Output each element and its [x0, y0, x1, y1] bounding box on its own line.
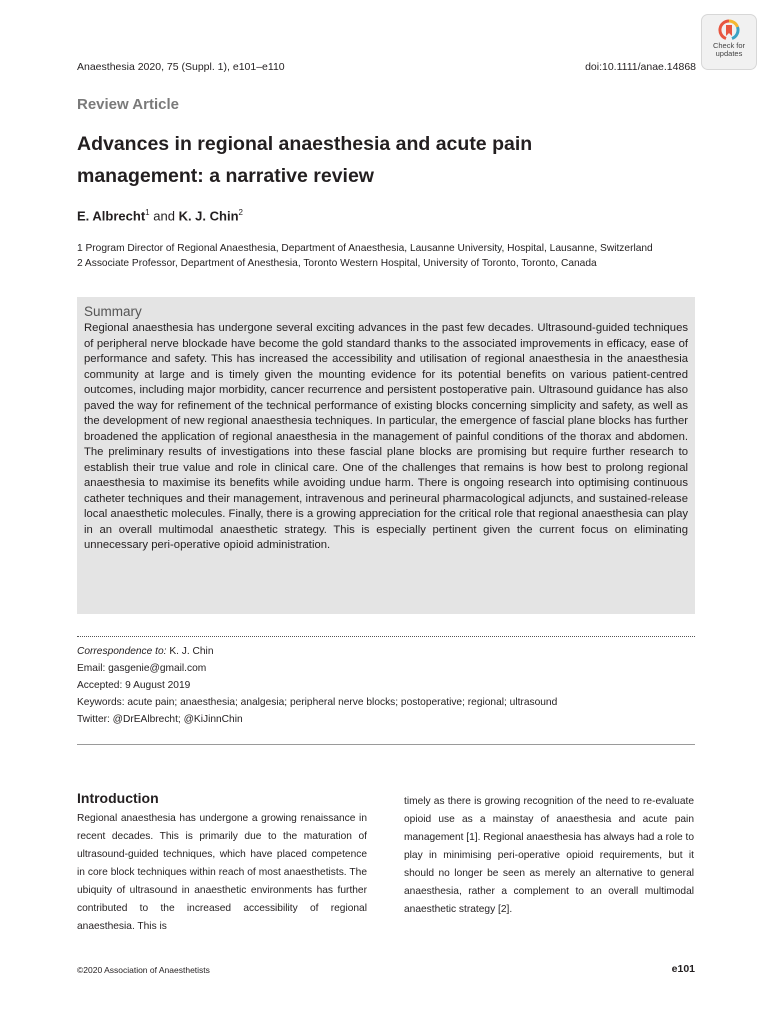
section-divider	[77, 744, 695, 745]
introduction-heading: Introduction	[77, 790, 159, 806]
doi-link[interactable]: doi:10.1111/anae.14868	[585, 61, 696, 73]
correspondence-line	[77, 643, 557, 660]
body-column-left: Regional anaesthesia has undergone a growing renaissance in recent decades. This is primarily due to the maturation of ultrasound-guided techniques, which have placed competence in core block techniques within reach of most anaesthetists. The ubiquity of ultrasound in anaesthetic environments has further contributed to the increased accessibility of regional anaesthesia. This is	[77, 813, 367, 932]
twitter-line[interactable]: Twitter: @DrEAlbrecht; @KiJinnChin	[77, 714, 243, 725]
affiliation-item: 1 Program Director of Regional Anaesthesia, Department of Anaesthesia, Lausanne University, Hospital, Lausanne, Switzerland	[77, 243, 653, 254]
correspondence-label: Correspondence to:	[77, 646, 167, 657]
article-metadata	[77, 643, 557, 728]
running-head: Anaesthesia 2020, 75 (Suppl. 1), e101–e110	[77, 61, 285, 73]
page-number: e101	[671, 963, 695, 975]
article-title: Advances in regional anaesthesia and acute pain management: a narrative review	[77, 133, 533, 187]
author-name[interactable]: E. Albrecht	[77, 208, 146, 224]
author-name[interactable]: K. J. Chin	[178, 208, 239, 224]
author-affiliation-marker: 1	[145, 208, 150, 217]
bookmark-ring-icon	[718, 19, 740, 41]
author-list	[77, 208, 243, 223]
summary-text: Regional anaesthesia has undergone several exciting advances in the past few decades. Ultrasound-guided techniques of peripheral nerve blockade have become the gold standard thanks to the associated improvements in efficacy, ease of performance and safety. This has increased the accessibility and utilisation of regional anaesthesia in the anaesthesia community at large and is timely given the mounting evidence for its potential benefits on various patient-centred outcomes, including major morbidity, cancer recurrence and persistent postoperative pain. Ultrasound guidance has also paved the way for refinement of the technical performance of existing blocks concerning simplicity and safety, as well as the development of new regional anaesthesia techniques. In particular, the emergence of fascial plane blocks has further broadened the application of regional anaesthesia in the management of painful conditions of the thorax and abdomen. The preliminary results of investigations into these fascial plane blocks are promising but require further research to establish their true value and role in clinical care. One of the challenges that remains is how best to prolong regional anaesthesia to maximise its benefits while avoiding undue harm. There is ongoing research into optimising continuous catheter techniques and their management, intravenous and perineural pharmacological adjuncts, and sustained-release local anaesthetic molecules. Finally, there is a growing appreciation for the critical role that regional anaesthesia can play in an overall multimodal anaesthetic strategy. This is especially pertinent given the current focus on eliminating unnecessary peri-operative opioid administration.	[84, 322, 688, 551]
dotted-divider	[77, 636, 695, 637]
badge-label: Check for updates	[712, 41, 746, 58]
affiliation-item: 2 Associate Professor, Department of Anesthesia, Toronto Western Hospital, University of Toronto, Toronto, Canada	[77, 258, 597, 269]
correspondence-value: K. J. Chin	[169, 646, 214, 657]
accepted-line: Accepted: 9 August 2019	[77, 680, 191, 691]
keywords-line: Keywords: acute pain; anaesthesia; analgesia; peripheral nerve blocks; postoperative; regional; ultrasound	[77, 697, 558, 708]
article-type: Review Article	[77, 96, 179, 113]
affiliations	[77, 241, 687, 271]
footer-copyright: ©2020 Association of Anaesthetists	[77, 965, 210, 975]
summary-heading: Summary	[84, 304, 142, 319]
body-column-right: timely as there is growing recognition of the need to re-evaluate opioid use as a mainstay of anaesthesia and acute pain management [1]. Regional anaesthesia has always had a role to play in minimising peri-operative opioid requirements, but it should no longer be seen as merely an alternative to general anaesthesia, rather a complement to an overall multimodal anaesthetic strategy [2].	[404, 796, 694, 915]
summary-box	[77, 297, 695, 614]
check-for-updates-badge[interactable]	[701, 14, 757, 70]
author-affiliation-marker: 2	[238, 208, 243, 217]
author-joiner: and	[153, 208, 175, 224]
email-line[interactable]: Email: gasgenie@gmail.com	[77, 663, 207, 674]
